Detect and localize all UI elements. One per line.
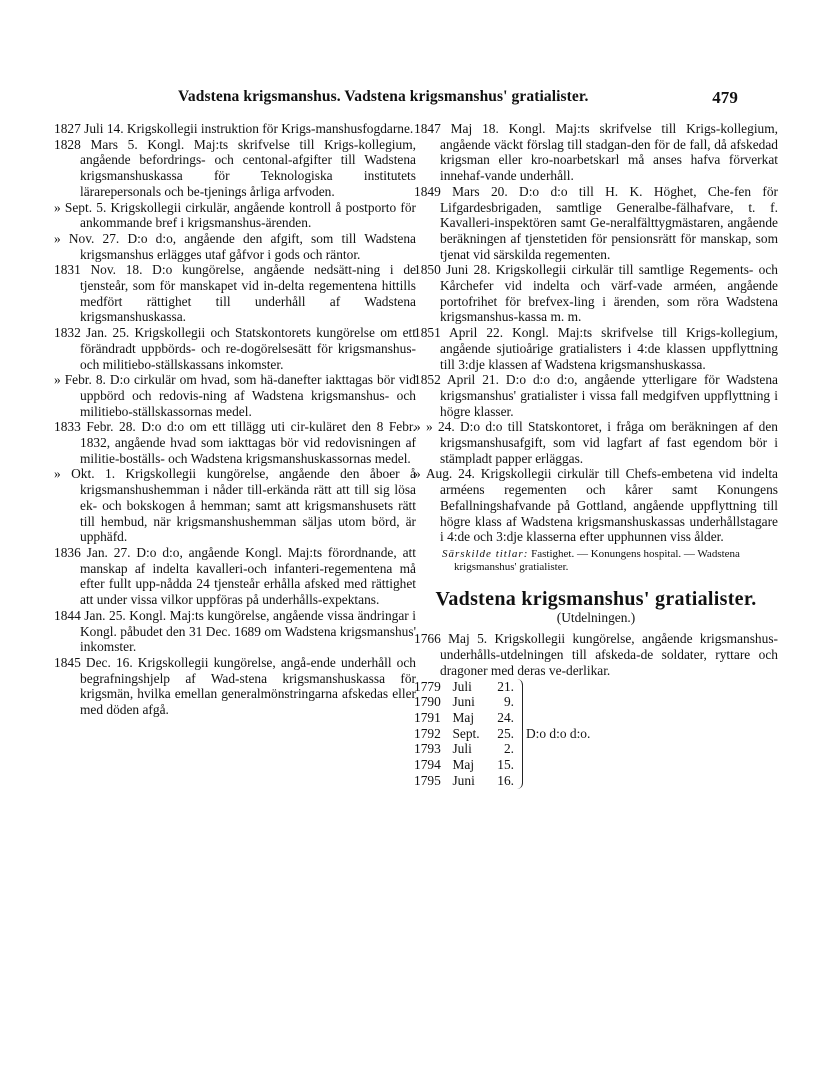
entry: 1845 Dec. 16. Krigskollegii kungörelse, angå-ende underhåll och begrafningshjelp af Wad-stena krigsmanshuskassa för krigsmän, hvilka emellan generalmönstringarna afskedas eller med döden afgå. xyxy=(54,654,416,718)
running-title: Vadstena krigsmanshus. Vadstena krigsmanshus' gratialister. xyxy=(178,88,589,105)
entry: 1850 Juni 28. Krigskollegii cirkulär till samtlige Regements- och Kårchefer vid indelta och värf-vade arméen, angående portofrihet för brefvex-ling i ärenden, som röra Wadstena krigsmanshus-kassa m. m. xyxy=(414,262,778,325)
entry: 1847 Maj 18. Kongl. Maj:ts skrifvelse till Krigs-kollegium, angående väckt förslag till stadgan-den för de fall, då afskedad krigsman eller kro-noarbetskarl må anses hafva förverkat innehaf-vande underhåll. xyxy=(414,121,778,184)
left-column xyxy=(54,121,416,718)
special-titles-note xyxy=(414,548,778,574)
entry: 1851 April 22. Kongl. Maj:ts skrifvelse till Krigs-kollegium, angående sjutioårige gratialisters i 4:de klassen uppflyttning till 3:dje klassen af Wadstena krigsmanshuskassa. xyxy=(414,325,778,372)
entry: 1832 Jan. 25. Krigskollegii och Statskontorets kungörelse om ett förändradt uppbörds- och re-dogörelsesätt för krigsmanshus- och militiebo-ställskassans inkomster. xyxy=(54,325,416,372)
date-row: 1794 Maj 15. xyxy=(414,756,515,772)
entry: 1833 Febr. 28. D:o d:o om ett tillägg uti cir-kuläret den 8 Febr. 1832, angående hvad som iakttagas bör vid redovisningen af militie-boställs- och Wadstena krigsmanshuskassornas medel. xyxy=(54,419,416,466)
entry: » Sept. 5. Krigskollegii cirkulär, angående kontroll å postporto för ankommande bref i krigsmanshus-ärenden. xyxy=(54,199,416,231)
date-row: 1793 Juli 2. xyxy=(414,741,515,757)
date-row: 1792 Sept. 25. xyxy=(414,725,515,741)
entry: 1831 Nov. 18. D:o kungörelse, angående nedsätt-ning i de tjensteår, som för manskapet vid in-delta regementena hittills medfört rättighet till underhåll af Wadstena krigsmanshuskassa. xyxy=(54,262,416,325)
curly-brace xyxy=(514,679,523,789)
entry: » Nov. 27. D:o d:o, angående den afgift, som till Wadstena krigsmanshus erlägges utaf gåfvor i gods och räntor. xyxy=(54,230,416,262)
entry: 1836 Jan. 27. D:o d:o, angående Kongl. Maj:ts förordnande, att manskap af indelta kavalleri-och infanteri-regementena må efter fullt upp-nådda 24 tjensteår erhålla afsked med rättighet att under vissa vilkor uppföras på underhålls-expektans. xyxy=(54,544,416,608)
notes-text: Fastighet. — Konungens hospital. — Wadstena krigsmanshus' gratialister. xyxy=(454,547,740,573)
entry: » Okt. 1. Krigskollegii kungörelse, angående den åboer å krigsmanshushemman i nåder till-erkända rätt att till sig lösa ek- och bokskogen å hemman; samt att krigsmanshusets rätt till hembud, när krigsmanshushemman säljas utom börd, är upphäfd. xyxy=(54,466,416,545)
date-row: 1779 Juli 21. xyxy=(414,678,515,694)
brace-note: D:o d:o d:o. xyxy=(526,725,591,741)
entry: » » 24. D:o d:o till Statskontoret, i fråga om beräkningen af den krigsmanshusafgift, som vid lagfart af fast egendom bör i stämpladt papper erläggas. xyxy=(414,419,778,466)
date-row: 1795 Juni 16. xyxy=(414,772,515,788)
entry: 1828 Mars 5. Kongl. Maj:ts skrifvelse till Krigs-kollegium, angående befordrings- och centonal-afgifter till Wadstena krigsmanshuskassa för Teknologiska institutets lärarepersonals och be-tjenings årliga arfvoden. xyxy=(54,136,416,199)
date-row: 1791 Maj 24. xyxy=(414,709,515,725)
notes-label: Särskilde titlar: xyxy=(442,547,529,560)
date-row: 1790 Juni 9. xyxy=(414,694,515,710)
entry: 1827 Juli 14. Krigskollegii instruktion för Krigs-manshusfogdarne. xyxy=(54,121,414,136)
entry: 1849 Mars 20. D:o d:o till H. K. Höghet, Che-fen för Lifgardesbrigaden, samtlige Generalbe-fälhafvare, t. f. Kavalleri-inspektören samt Ge-neralfälttygmästaren, angående beräkningen af tjenstetiden för pensionsrätt för manskap, som tjenat vid särskilda regementen. xyxy=(414,183,778,262)
entry: » Aug. 24. Krigskollegii cirkulär till Chefs-embetena vid indelta arméens regementen och kårer samt Konungens Befallningshafvande på Gottland, angående uppflyttning till högre klass af Wadstena krigsmanshuskassas underhållstagare i 4:de och 3:dje klasserna efter upphunnen viss ålder. xyxy=(414,466,778,545)
right-column xyxy=(414,121,778,791)
date-list xyxy=(414,679,778,791)
entry: » Febr. 8. D:o cirkulär om hvad, som hä-danefter iakttagas bör vid uppbörd och redovis-ning af Wadstena krigsmanshus- och militiebo-ställskassornas medel. xyxy=(54,372,416,419)
entry: 1844 Jan. 25. Kongl. Maj:ts kungörelse, angående vissa ändringar i Kongl. påbudet den 31 Dec. 1689 om Wadstena krigsmanshus' inkomster. xyxy=(54,607,416,655)
section-title: Vadstena krigsmanshus' gratialister. xyxy=(435,587,757,610)
section-subtitle: (Utdelningen.) xyxy=(556,609,636,625)
page-number: 479 xyxy=(712,88,738,107)
entry: 1852 April 21. D:o d:o d:o, angående ytterligare för Wadstena krigsmanshus' gratialister i vissa fall medgifven uppflyttning i högre klasser. xyxy=(414,372,778,419)
entry: 1766 Maj 5. Krigskollegii kungörelse, angående krigsmanshus-underhålls-utdelningen till afskeda-de soldater, ryttare och dragoner med deras ve-derlikar. xyxy=(414,631,778,678)
page-header xyxy=(178,88,738,112)
